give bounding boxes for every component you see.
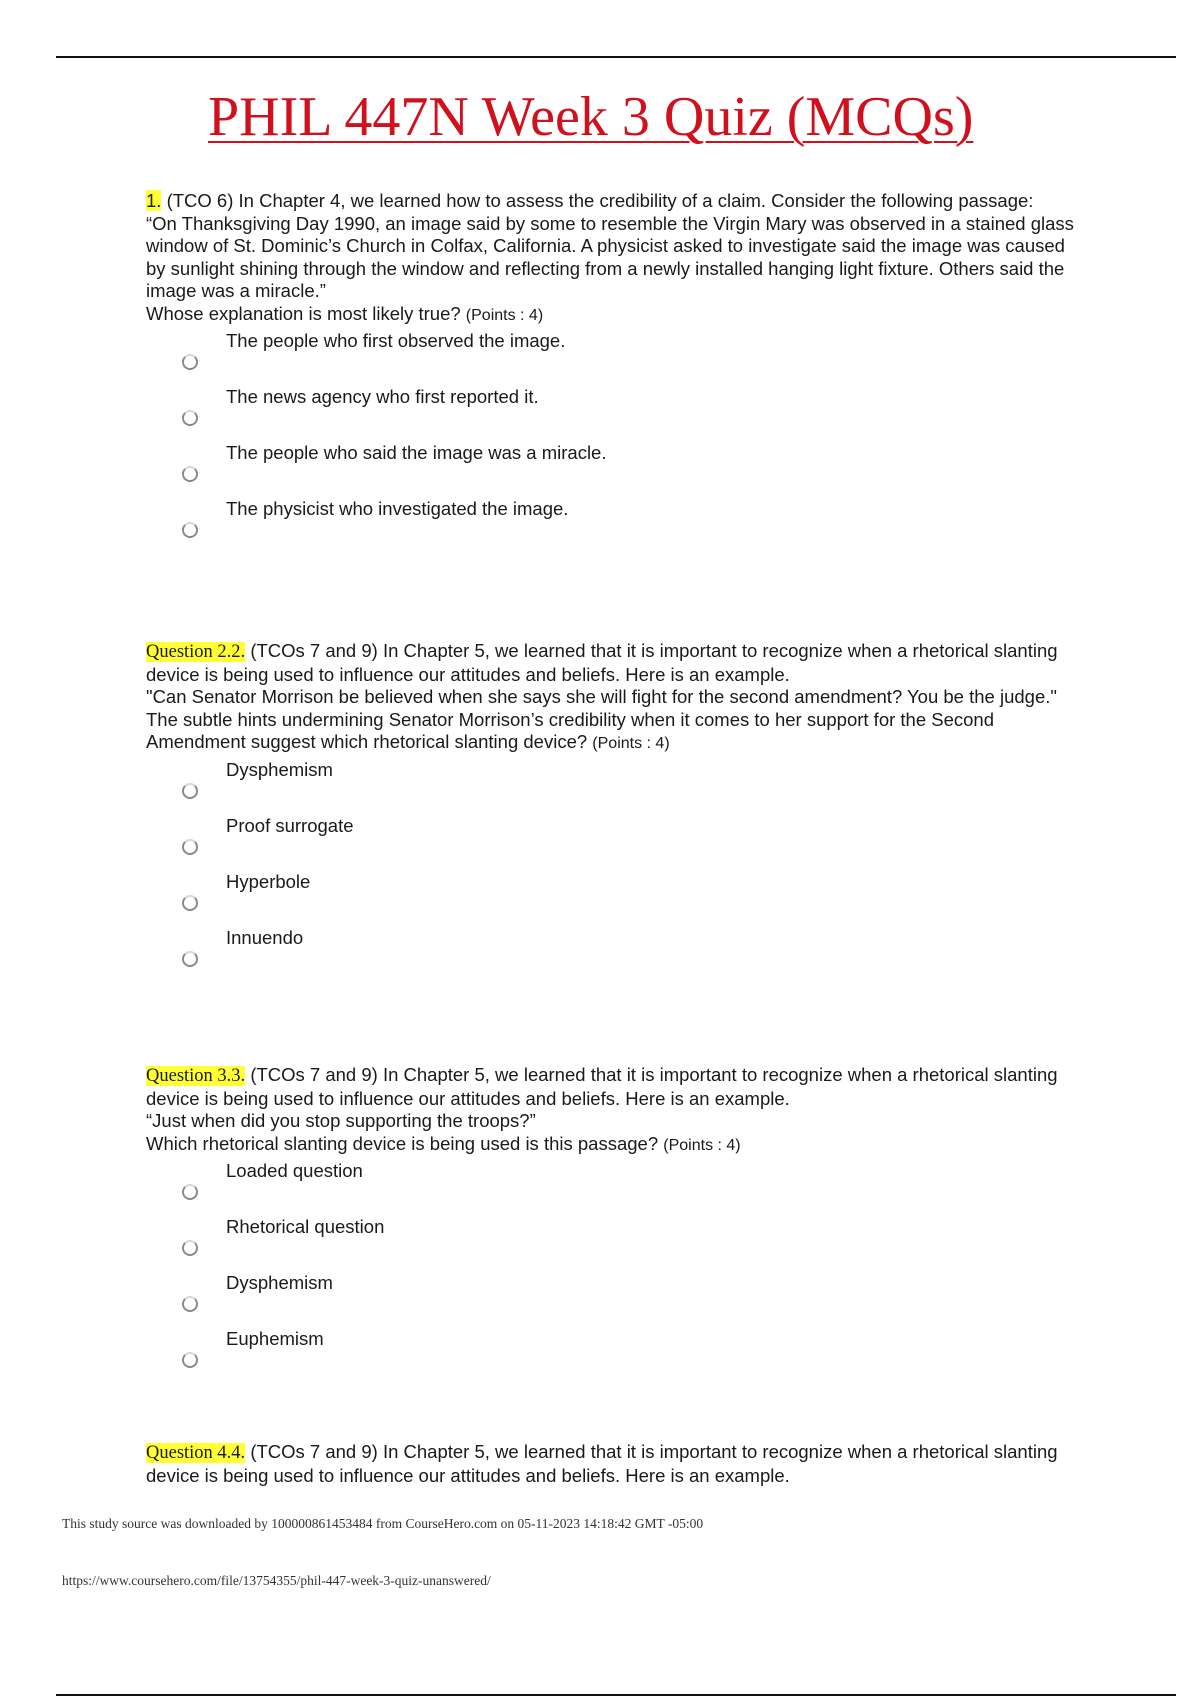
- question-4-text: (TCOs 7 and 9) In Chapter 5, we learned that it is important to recognize when a rhetorical slanting device is being used to influence our attitudes and beliefs. Here is an example.: [146, 1441, 1058, 1486]
- question-1-option-2[interactable]: [146, 386, 1076, 442]
- option-label: Loaded question: [226, 1160, 363, 1181]
- option-label: Proof surrogate: [226, 814, 354, 836]
- question-3-option-4[interactable]: [146, 1328, 1076, 1384]
- radio-button[interactable]: [182, 1296, 198, 1312]
- question-1-intro: [146, 190, 1076, 213]
- radio-button[interactable]: [182, 410, 198, 426]
- option-label: Innuendo: [226, 926, 304, 948]
- radio-button[interactable]: [182, 839, 198, 855]
- top-rule: [56, 56, 1176, 58]
- option-label: Hyperbole: [226, 870, 311, 892]
- question-1-label: 1.: [146, 190, 162, 211]
- question-2-intro: [146, 640, 1076, 686]
- question-1-option-1[interactable]: [146, 330, 1076, 386]
- question-2-option-2[interactable]: [146, 815, 1076, 871]
- question-2-passage: "Can Senator Morrison be believed when she says she will fight for the second amendment? You be the judge.": [146, 686, 1057, 707]
- radio-button[interactable]: [182, 783, 198, 799]
- option-label: Dysphemism: [226, 1272, 333, 1293]
- option-label: Dysphemism: [226, 758, 333, 780]
- question-2: [146, 640, 1076, 983]
- question-2-options: [146, 759, 1076, 983]
- option-label: Euphemism: [226, 1328, 324, 1349]
- question-4-intro: [146, 1441, 1076, 1487]
- question-3-label: Question 3.3.: [146, 1066, 246, 1086]
- radio-button[interactable]: [182, 1352, 198, 1368]
- question-1-option-3[interactable]: [146, 442, 1076, 498]
- option-label: The people who said the image was a miracle.: [226, 442, 607, 463]
- question-2-prompt-line: [146, 709, 1076, 756]
- question-1-option-4[interactable]: [146, 498, 1076, 554]
- radio-button[interactable]: [182, 354, 198, 370]
- question-3-text: (TCOs 7 and 9) In Chapter 5, we learned that it is important to recognize when a rhetorical slanting device is being used to influence our attitudes and beliefs. Here is an example.: [146, 1064, 1058, 1109]
- option-label: The people who first observed the image.: [226, 330, 566, 351]
- question-1-prompt: Whose explanation is most likely true?: [146, 302, 461, 324]
- radio-button[interactable]: [182, 466, 198, 482]
- question-3-passage: “Just when did you stop supporting the troops?”: [146, 1110, 536, 1131]
- question-3-option-2[interactable]: [146, 1216, 1076, 1272]
- question-2-points: (Points : 4): [592, 735, 670, 752]
- question-1-text: (TCO 6) In Chapter 4, we learned how to assess the credibility of a claim. Consider the following passage:: [166, 190, 1034, 211]
- question-2-option-4[interactable]: [146, 927, 1076, 983]
- option-label: The physicist who investigated the image.: [226, 498, 569, 519]
- question-1: [146, 190, 1076, 554]
- question-4-label: Question 4.4.: [146, 1443, 246, 1463]
- option-label: Rhetorical question: [226, 1216, 385, 1237]
- radio-button[interactable]: [182, 1240, 198, 1256]
- question-3-option-3[interactable]: [146, 1272, 1076, 1328]
- source-url: https://www.coursehero.com/file/13754355/phil-447-week-3-quiz-unanswered/: [62, 1573, 491, 1588]
- question-3-prompt-line: [146, 1133, 1076, 1158]
- question-1-prompt-line: [146, 303, 1076, 328]
- question-1-points: (Points : 4): [465, 306, 544, 324]
- question-3-option-1[interactable]: [146, 1160, 1076, 1216]
- download-notice: This study source was downloaded by 100000861453484 from CourseHero.com on 05-11-2023 14:18:42 GMT -05:00: [62, 1516, 704, 1531]
- bottom-rule: [56, 1694, 1176, 1696]
- question-3-intro: [146, 1064, 1076, 1110]
- question-3: [146, 1064, 1076, 1384]
- radio-button[interactable]: [182, 895, 198, 911]
- radio-button[interactable]: [182, 522, 198, 538]
- question-1-passage: “On Thanksgiving Day 1990, an image said by some to resemble the Virgin Mary was observed in a stained glass window of St. Dominic’s Church in Colfax, California. A physicist asked to investigate said the image was caused by sunlight shining through the window and reflecting from a newly installed hanging light fixture. Others said the image was a miracle.”: [146, 212, 1074, 301]
- page-title: PHIL 447N Week 3 Quiz (MCQs): [208, 86, 974, 148]
- radio-button[interactable]: [182, 1184, 198, 1200]
- question-3-points: (Points : 4): [663, 1136, 741, 1154]
- question-2-option-3[interactable]: [146, 871, 1076, 927]
- question-2-text: (TCOs 7 and 9) In Chapter 5, we learned that it is important to recognize when a rhetorical slanting device is being used to influence our attitudes and beliefs. Here is an example.: [146, 640, 1058, 685]
- question-2-prompt: The subtle hints undermining Senator Morrison’s credibility when it comes to her support for the Second Amendment suggest which rhetorical slanting device?: [146, 708, 995, 752]
- question-4: [146, 1441, 1076, 1487]
- question-1-options: [146, 330, 1076, 554]
- question-2-label: Question 2.2.: [146, 642, 246, 662]
- option-label: The news agency who first reported it.: [226, 386, 539, 407]
- question-3-options: [146, 1160, 1076, 1384]
- question-3-prompt: Which rhetorical slanting device is being used is this passage?: [146, 1132, 659, 1154]
- question-2-option-1[interactable]: [146, 759, 1076, 815]
- radio-button[interactable]: [182, 951, 198, 967]
